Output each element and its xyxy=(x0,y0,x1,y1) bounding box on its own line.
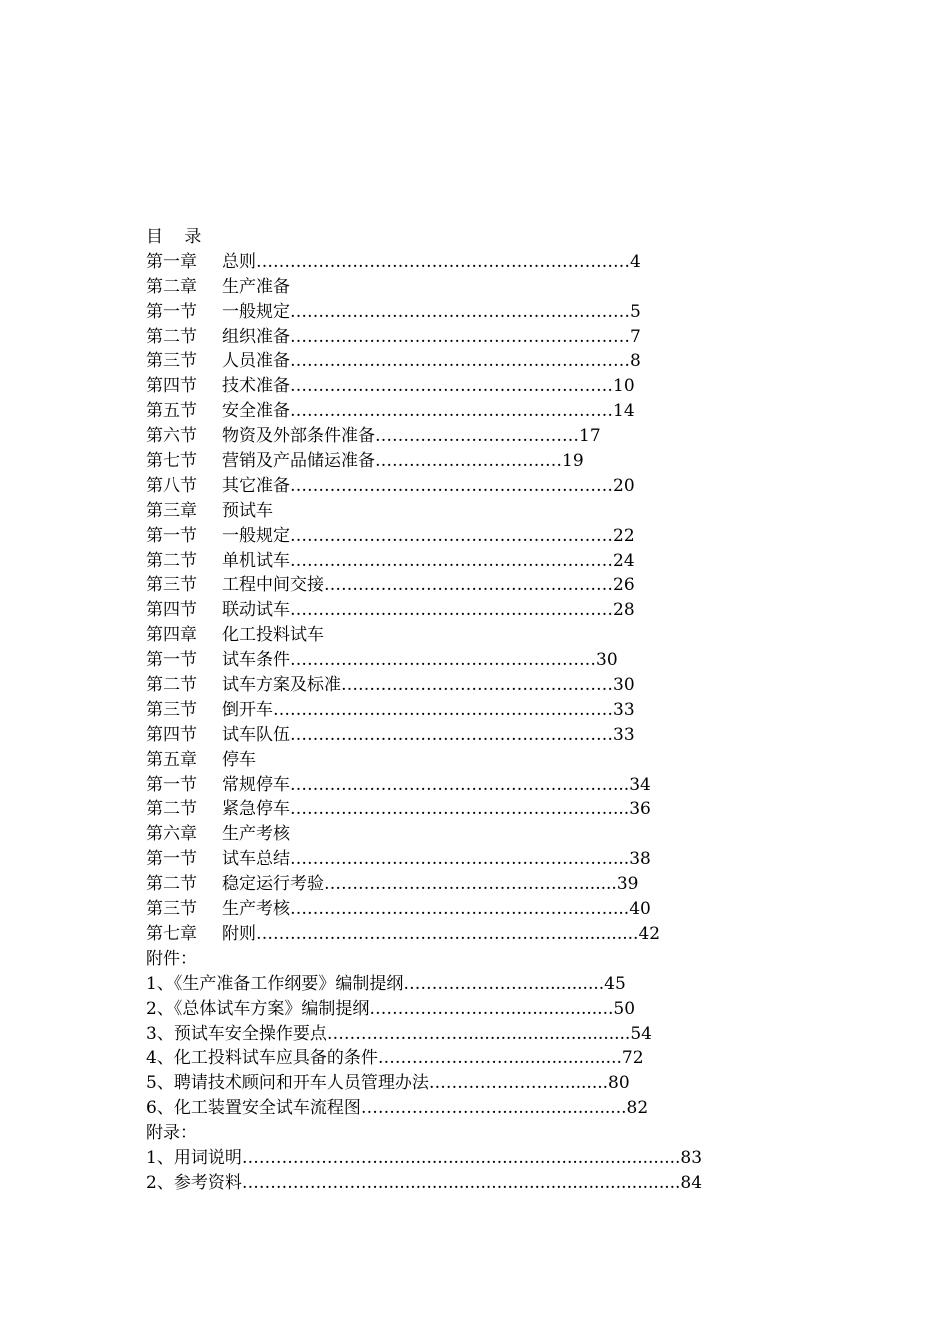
toc-entry-label: 第二节 xyxy=(146,550,197,571)
toc-entry xyxy=(146,300,706,325)
toc-title: 目 录 xyxy=(146,227,210,247)
toc-entry-text: 1、用词说明……………………........................................................83 xyxy=(146,1147,703,1168)
toc-entry-text: 5、聘请技术顾问和开车人员管理办法……………………........80 xyxy=(146,1073,630,1094)
toc-entry xyxy=(146,549,706,574)
toc-entry-label: 第一节 xyxy=(146,849,197,870)
toc-entry xyxy=(146,623,706,648)
toc-entry-text: 3、预试车安全操作要点……………………...............................54 xyxy=(146,1023,652,1044)
toc-entry-text: 停车 xyxy=(222,749,256,770)
toc-entry-text: 预试车 xyxy=(222,500,273,521)
toc-entry xyxy=(146,922,706,947)
toc-entry-text: 附件： xyxy=(146,948,197,969)
toc-entry xyxy=(146,524,706,549)
toc-entry-text: 4、化工投料试车应具备的条件……………………....................72 xyxy=(146,1048,644,1069)
toc-entry xyxy=(146,499,706,524)
toc-entry xyxy=(146,872,706,897)
toc-entry-label: 第七节 xyxy=(146,451,197,472)
toc-entry-text: 倒开车……………………………………………………33 xyxy=(222,699,635,720)
toc-entry-label: 第二节 xyxy=(146,675,197,696)
toc-entry xyxy=(146,424,706,449)
toc-entry-label: 第一节 xyxy=(146,650,197,671)
toc-entry-text: 2、参考资料……………………........................................................84 xyxy=(146,1172,703,1193)
toc-entry-text: 联动试车…………………………………………………28 xyxy=(222,600,635,621)
toc-entry-text: 生产考核…………………………………………………...40 xyxy=(222,899,651,920)
toc-entry-text: 常规停车…………………………………………………...34 xyxy=(222,774,651,795)
toc-entry-text: 一般规定……………………………………………………5 xyxy=(222,301,641,322)
toc-entry-label: 第一节 xyxy=(146,301,197,322)
toc-entry xyxy=(146,325,706,350)
toc-entry-text: 6、化工装置安全试车流程图……………………........................82 xyxy=(146,1098,649,1119)
toc-entry xyxy=(146,648,706,673)
toc-entry-text: 生产考核 xyxy=(222,824,290,845)
toc-entry xyxy=(146,598,706,623)
toc-entry-text: 2、《总体试车方案》编制提纲……………………....................50 xyxy=(146,998,636,1019)
toc-entry-label: 第四节 xyxy=(146,724,197,745)
toc-entry-label: 第一节 xyxy=(146,525,197,546)
toc-entry xyxy=(146,847,706,872)
toc-entry-label: 第二节 xyxy=(146,799,197,820)
toc-entry xyxy=(146,822,706,847)
toc-entry-text: 营销及产品储运准备……………………………19 xyxy=(222,451,584,472)
toc-entry-label: 第四节 xyxy=(146,600,197,621)
toc-entry xyxy=(146,1146,706,1171)
toc-entry-label: 第三节 xyxy=(146,575,197,596)
toc-entry-label: 第二节 xyxy=(146,874,197,895)
toc-entry-label: 第二章 xyxy=(146,276,197,297)
toc-entry-text: 安全准备…………………………………………………14 xyxy=(222,401,635,422)
toc-entry-text: 试车方案及标准…………………………………………30 xyxy=(222,675,635,696)
toc-entry-text: 物资及外部条件准备………………………………17 xyxy=(222,426,601,447)
toc-entry-text: 1、《生产准备工作纲要》编制提纲……………………............45 xyxy=(146,973,626,994)
toc-entry-label: 第三节 xyxy=(146,351,197,372)
toc-entry xyxy=(146,972,706,997)
toc-entry xyxy=(146,773,706,798)
toc-entry xyxy=(146,748,706,773)
toc-entry-label: 第一章 xyxy=(146,251,197,272)
toc-entry-label: 第七章 xyxy=(146,923,197,944)
toc-entry xyxy=(146,1171,706,1196)
toc-entry xyxy=(146,1046,706,1071)
toc-entry-text: 一般规定…………………………………………………22 xyxy=(222,525,635,546)
toc-entry xyxy=(146,723,706,748)
toc-entry-label: 第五章 xyxy=(146,749,197,770)
toc-entry xyxy=(146,374,706,399)
toc-entry-label: 第二节 xyxy=(146,326,197,347)
toc-entry-text: 其它准备…………………………………………………20 xyxy=(222,475,635,496)
toc-entry-text: 化工投料试车 xyxy=(222,625,324,646)
toc-entry xyxy=(146,349,706,374)
toc-entry-text: 单机试车…………………………………………………24 xyxy=(222,550,635,571)
table-of-contents xyxy=(146,225,706,1196)
toc-entry-label: 第五节 xyxy=(146,401,197,422)
toc-entry xyxy=(146,698,706,723)
toc-entry-text: 试车队伍…………………………………………………33 xyxy=(222,724,635,745)
toc-entry-label: 第四章 xyxy=(146,625,197,646)
toc-entry xyxy=(146,1121,706,1146)
toc-entry xyxy=(146,1071,706,1096)
toc-entry-text: 生产准备 xyxy=(222,276,290,297)
toc-entry-text: 人员准备……………………………………………………8 xyxy=(222,351,641,372)
toc-entry xyxy=(146,1022,706,1047)
toc-entry xyxy=(146,947,706,972)
toc-entry-label: 第四节 xyxy=(146,376,197,397)
toc-entry-label: 第六章 xyxy=(146,824,197,845)
toc-entry-text: 试车条件………………………………………………30 xyxy=(222,650,618,671)
toc-entry-label: 第三节 xyxy=(146,699,197,720)
toc-entry xyxy=(146,399,706,424)
toc-entry-text: 附则…………………………………………………...........42 xyxy=(222,923,661,944)
toc-entry xyxy=(146,897,706,922)
toc-entry-text: 附录： xyxy=(146,1123,197,1144)
toc-entry-text: 紧急停车…………………………………………………...36 xyxy=(222,799,651,820)
toc-entry-text: 试车总结…………………………………………………...38 xyxy=(222,849,651,870)
toc-entry-label: 第六节 xyxy=(146,426,197,447)
toc-entry xyxy=(146,573,706,598)
toc-entry xyxy=(146,1096,706,1121)
toc-entry xyxy=(146,275,706,300)
toc-entry xyxy=(146,474,706,499)
toc-entry-text: 技术准备…………………………………………………10 xyxy=(222,376,635,397)
toc-entry xyxy=(146,997,706,1022)
toc-entry-text: 稳定运行考验……………………………………….......39 xyxy=(222,874,639,895)
toc-entry xyxy=(146,449,706,474)
toc-entries xyxy=(146,250,706,1196)
toc-entry-text: 工程中间交接……………………………………………26 xyxy=(222,575,635,596)
toc-entry xyxy=(146,250,706,275)
toc-entry-text: 总则…………………………………………………………4 xyxy=(222,251,641,272)
toc-entry-label: 第八节 xyxy=(146,475,197,496)
toc-entry-label: 第三节 xyxy=(146,899,197,920)
toc-entry-label: 第一节 xyxy=(146,774,197,795)
toc-entry-text: 组织准备……………………………………………………7 xyxy=(222,326,641,347)
toc-entry xyxy=(146,673,706,698)
toc-entry xyxy=(146,797,706,822)
toc-entry-label: 第三章 xyxy=(146,500,197,521)
